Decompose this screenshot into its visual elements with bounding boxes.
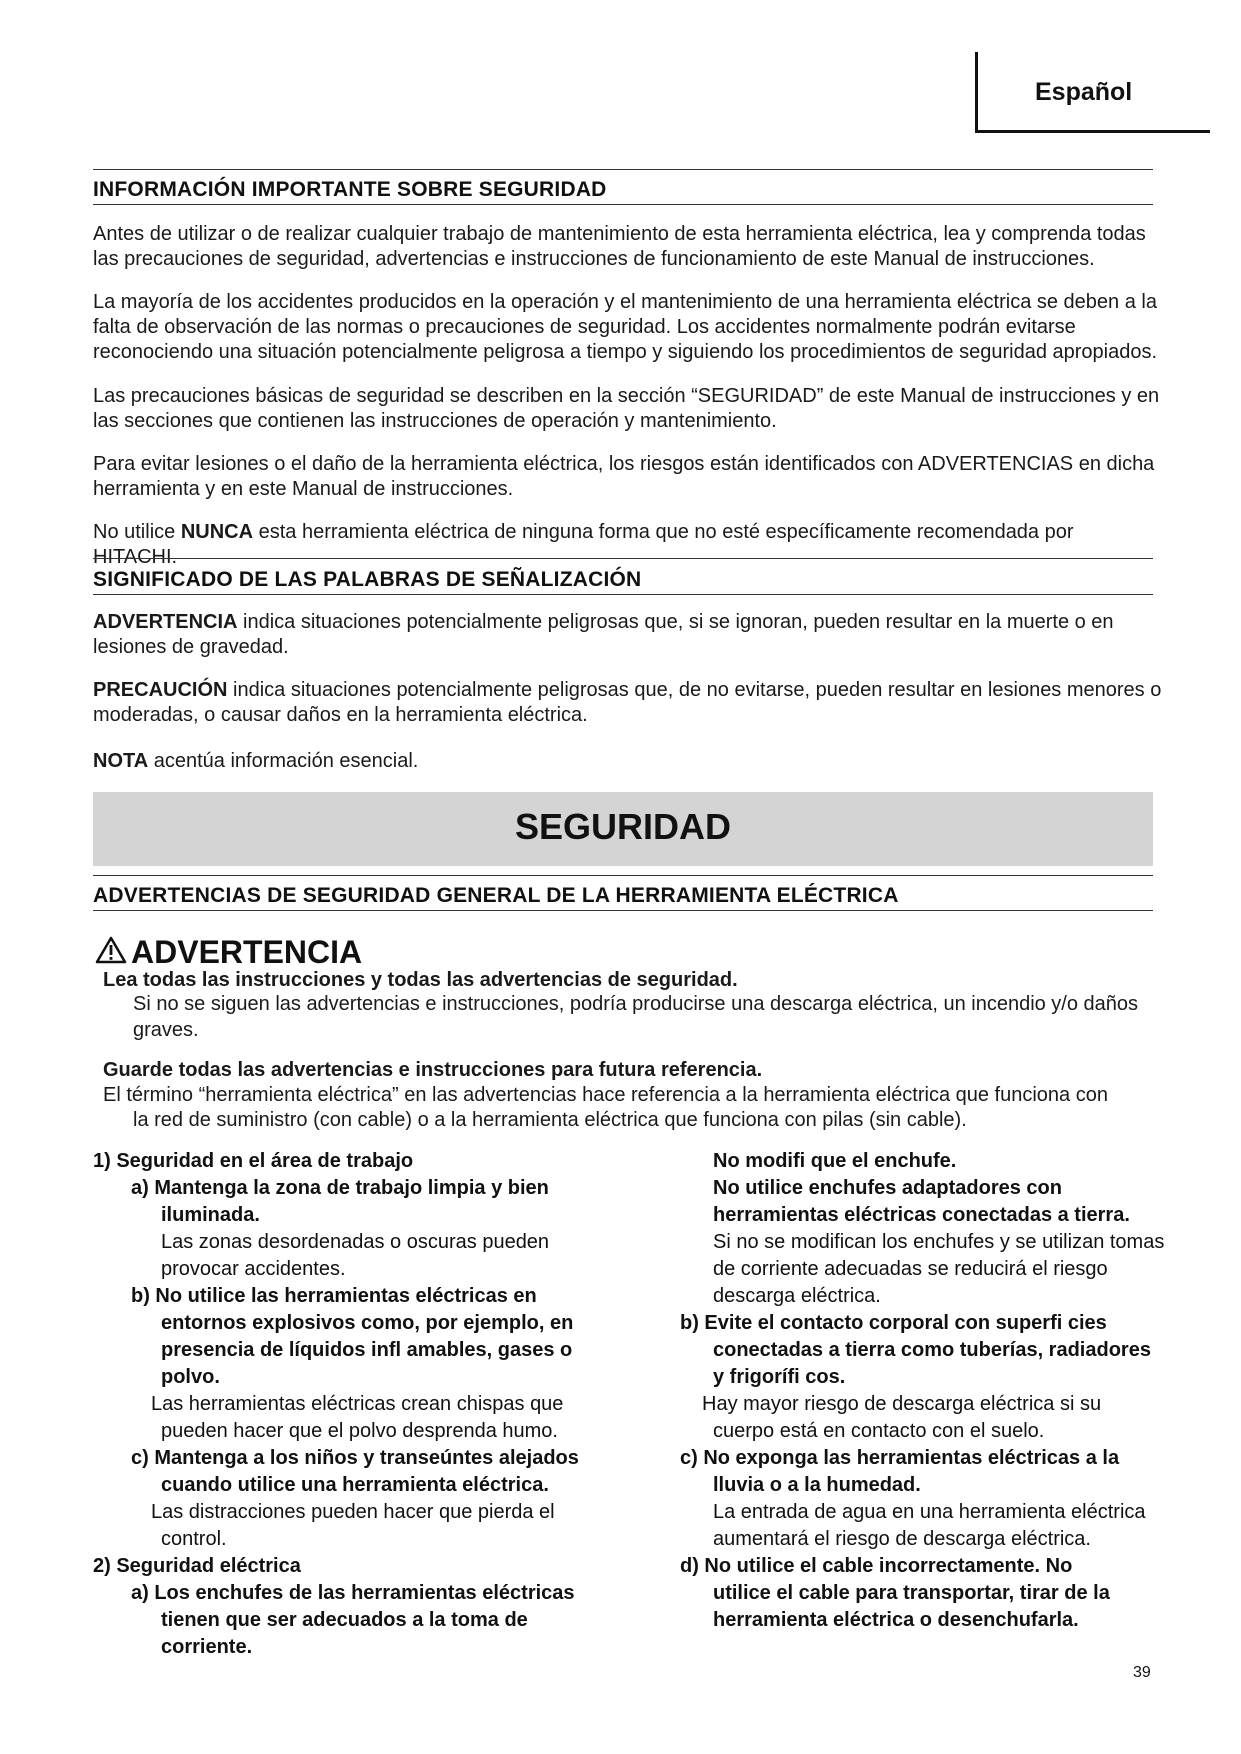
definition-precaucion: PRECAUCIÓN indica situaciones potencialmente peligrosas que, de no evitarse, pueden resultar en lesiones menores o moderadas, o causar daños en la herramienta eléctrica. xyxy=(93,679,1162,726)
right-column xyxy=(680,1148,1220,1634)
definition-nota: NOTA acentúa información esencial. xyxy=(93,750,419,772)
read-all-line: graves. xyxy=(133,1019,199,1041)
list-item: cuando utilice una herramienta eléctrica. xyxy=(161,1474,549,1496)
list-item: tienen que ser adecuados a la toma de xyxy=(161,1609,528,1631)
rule xyxy=(93,204,1153,205)
list-item: Si no se modifican los enchufes y se utilizan tomas xyxy=(713,1231,1165,1253)
list-item: pueden hacer que el polvo desprenda humo. xyxy=(161,1420,558,1442)
list-item: presencia de líquidos infl amables, gases o xyxy=(161,1339,573,1361)
list-item: La entrada de agua en una herramienta eléctrica xyxy=(713,1501,1146,1523)
keep-heading: Guarde todas las advertencias e instrucciones para futura referencia. xyxy=(103,1059,763,1081)
rule xyxy=(93,558,1153,559)
list-item: descarga eléctrica. xyxy=(713,1285,881,1307)
list-item: control. xyxy=(161,1528,227,1550)
warning-header xyxy=(95,934,362,971)
section-heading-general-warnings: ADVERTENCIAS DE SEGURIDAD GENERAL DE LA HERRAMIENTA ELÉCTRICA xyxy=(93,884,899,907)
section-heading-info: INFORMACIÓN IMPORTANTE SOBRE SEGURIDAD xyxy=(93,178,607,201)
list-item: 2) Seguridad eléctrica xyxy=(93,1555,301,1577)
list-item: Hay mayor riesgo de descarga eléctrica si su xyxy=(702,1393,1102,1415)
list-item: lluvia o a la humedad. xyxy=(713,1474,921,1496)
list-item: c) Mantenga a los niños y transeúntes alejados xyxy=(131,1447,579,1469)
page-number: 39 xyxy=(1133,1664,1151,1681)
warning-triangle-icon xyxy=(95,936,127,969)
paragraph: La mayoría de los accidentes producidos en la operación y el mantenimiento de una herramienta eléctrica se deben a la falta de observación de las normas o precauciones de seguridad. Los accidentes normalmente podrán evitarse reconociendo una situación potencialmente peligrosa a tiempo y siguiendo los procedimientos de seguridad apropiados. xyxy=(93,291,1158,363)
rule xyxy=(93,910,1153,911)
left-column xyxy=(93,1148,613,1661)
list-item: y frigorífi cos. xyxy=(713,1366,846,1388)
paragraph: Para evitar lesiones o el daño de la herramienta eléctrica, los riesgos están identificados con ADVERTENCIAS en dicha herramienta y en este Manual de instrucciones. xyxy=(93,453,1155,500)
list-item: entornos explosivos como, por ejemplo, en xyxy=(161,1312,574,1334)
list-item: c) No exponga las herramientas eléctricas a la xyxy=(680,1447,1120,1469)
list-item: No utilice enchufes adaptadores con xyxy=(713,1177,1062,1199)
list-item: Las herramientas eléctricas crean chispas que xyxy=(151,1393,564,1415)
banner-title: SEGURIDAD xyxy=(514,806,732,847)
read-all-heading: Lea todas las instrucciones y todas las advertencias de seguridad. xyxy=(103,969,738,991)
list-item: a) Los enchufes de las herramientas eléctricas xyxy=(131,1582,575,1604)
list-item: iluminada. xyxy=(161,1204,260,1226)
list-item: de corriente adecuadas se reducirá el riesgo xyxy=(713,1258,1108,1280)
definition-advertencia: ADVERTENCIA indica situaciones potencialmente peligrosas que, si se ignoran, pueden resultar en la muerte o en lesiones de gravedad. xyxy=(93,611,1114,658)
list-item: herramienta eléctrica o desenchufarla. xyxy=(713,1609,1079,1631)
keep-line: la red de suministro (con cable) o a la herramienta eléctrica que funciona con pilas (sin cable). xyxy=(133,1109,967,1131)
paragraph: Antes de utilizar o de realizar cualquier trabajo de mantenimiento de esta herramienta eléctrica, lea y comprenda todas las precauciones de seguridad, advertencias e instrucciones de funcionamiento de este Manual de instrucciones. xyxy=(93,223,1146,270)
list-item: Las distracciones pueden hacer que pierda el xyxy=(151,1501,555,1523)
rule xyxy=(93,169,1153,170)
list-item: b) Evite el contacto corporal con superfi cies xyxy=(680,1312,1107,1334)
list-item: d) No utilice el cable incorrectamente. No xyxy=(680,1555,1073,1577)
rule xyxy=(93,875,1153,876)
list-item: No modifi que el enchufe. xyxy=(713,1150,957,1172)
list-item: utilice el cable para transportar, tirar de la xyxy=(713,1582,1110,1604)
list-item: b) No utilice las herramientas eléctricas en xyxy=(131,1285,537,1307)
list-item: Las zonas desordenadas o oscuras pueden xyxy=(161,1231,550,1253)
warning-title: ADVERTENCIA xyxy=(131,934,363,970)
list-item: cuerpo está en contacto con el suelo. xyxy=(713,1420,1045,1442)
rule xyxy=(93,594,1153,595)
list-item: 1) Seguridad en el área de trabajo xyxy=(93,1150,414,1172)
list-item: corriente. xyxy=(161,1636,253,1658)
list-item: conectadas a tierra como tuberías, radiadores xyxy=(713,1339,1151,1361)
paragraph: Las precauciones básicas de seguridad se describen en la sección “SEGURIDAD” de este Manual de instrucciones y en las secciones que contienen las instrucciones de operación y mantenimiento. xyxy=(93,385,1160,432)
list-item: aumentará el riesgo de descarga eléctrica. xyxy=(713,1528,1091,1550)
list-item: provocar accidentes. xyxy=(161,1258,346,1280)
language-label: Español xyxy=(1035,78,1133,106)
read-all-line: Si no se siguen las advertencias e instrucciones, podría producirse una descarga eléctrica, un incendio y/o daños xyxy=(133,993,1139,1015)
list-item: a) Mantenga la zona de trabajo limpia y bien xyxy=(131,1177,549,1199)
list-item: herramientas eléctricas conectadas a tierra. xyxy=(713,1204,1130,1226)
section-heading-signal-words: SIGNIFICADO DE LAS PALABRAS DE SEÑALIZACIÓN xyxy=(93,568,642,591)
paragraph-nunca: No utilice NUNCA esta herramienta eléctrica de ninguna forma que no esté específicamente recomendada por HITACHI. xyxy=(93,521,1074,568)
list-item: polvo. xyxy=(161,1366,220,1388)
keep-line: El término “herramienta eléctrica” en las advertencias hace referencia a la herramienta eléctrica que funciona con xyxy=(103,1084,1108,1106)
